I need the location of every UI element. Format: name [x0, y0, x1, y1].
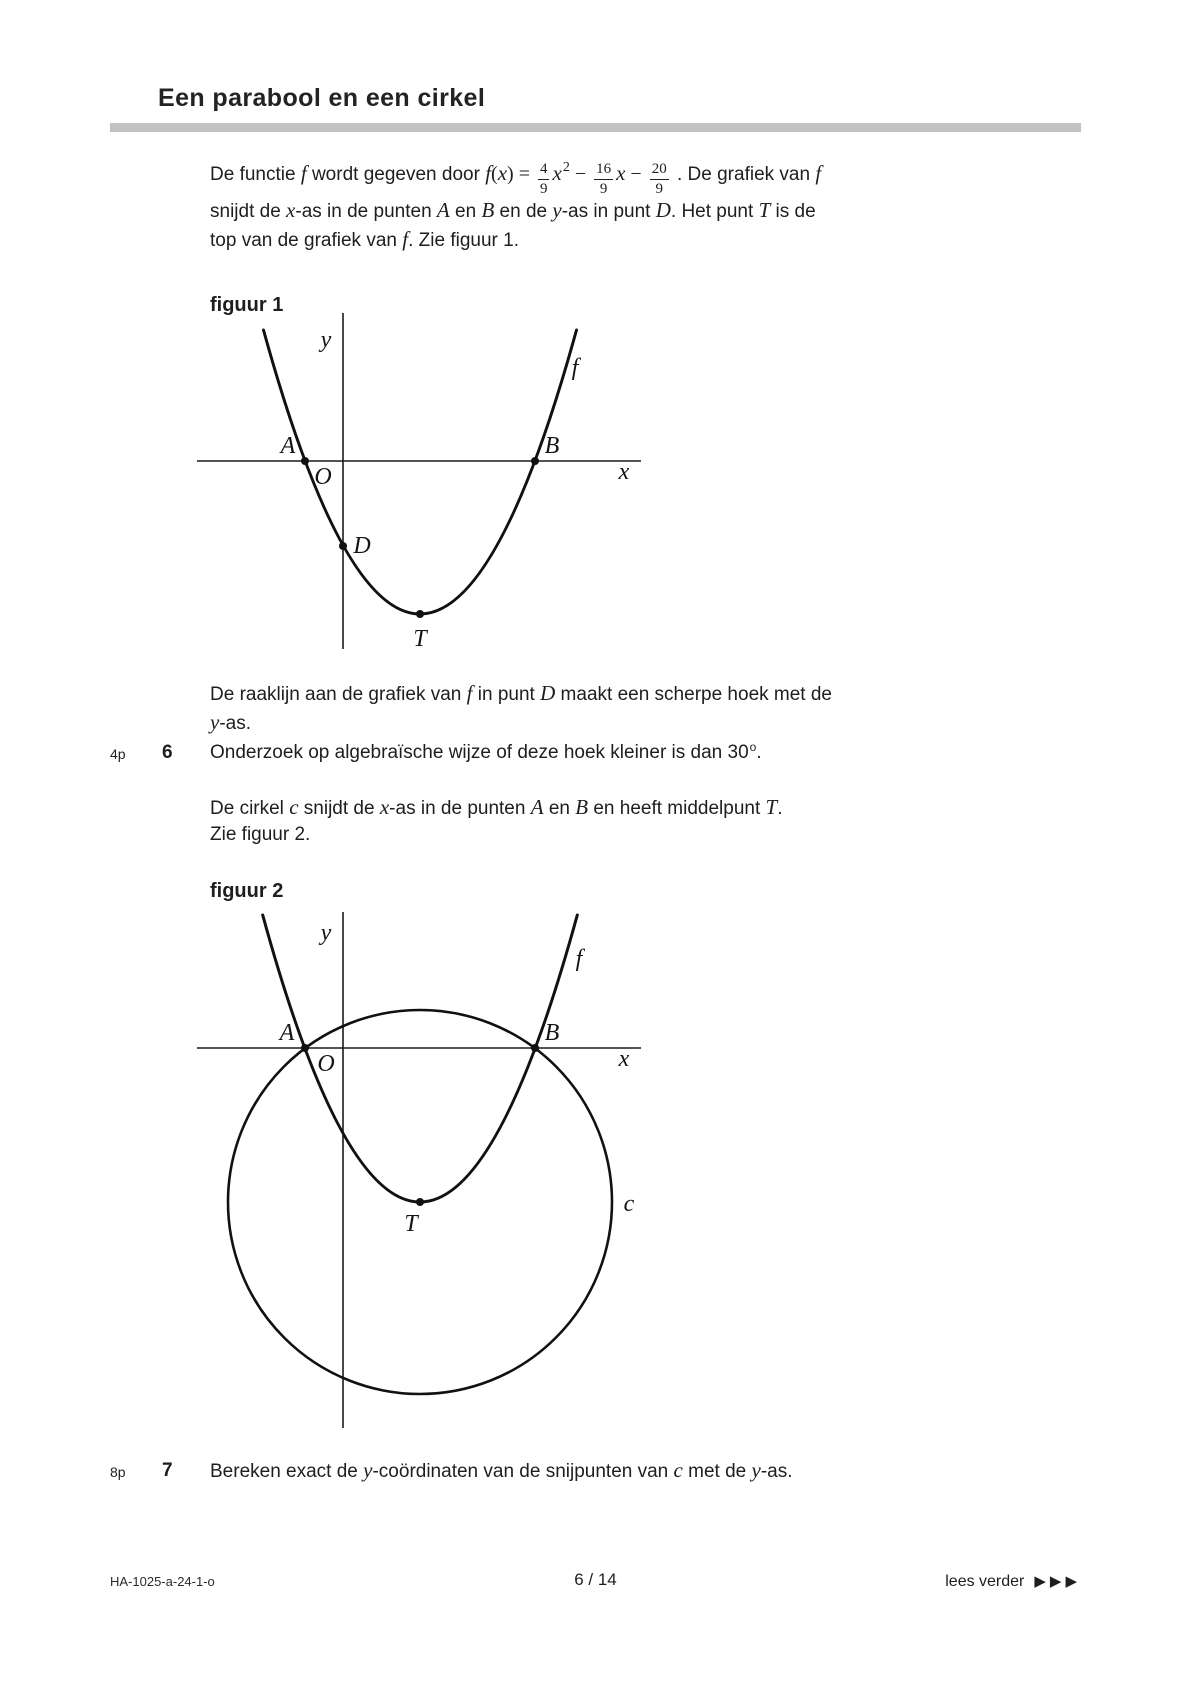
fig1-point-t-marker — [416, 610, 424, 618]
fig2-point-t-marker — [416, 1198, 424, 1206]
continue-indicator — [945, 1572, 1081, 1591]
fig1-d-label: D — [353, 533, 371, 559]
page-indicator: 6 / 14 — [574, 1570, 617, 1589]
fig1-a-label: A — [280, 433, 296, 459]
fig2-f-label: f — [575, 946, 583, 972]
question-6-points: 4p — [110, 746, 126, 762]
question-7-number: 7 — [162, 1460, 173, 1481]
question-7-points: 8p — [110, 1464, 126, 1480]
raaklijn-line-1: De raaklijn aan de grafiek van f in punt D maakt een scherpe hoek met de — [210, 681, 832, 705]
figure-1-graph — [190, 300, 650, 660]
continue-arrows-icon: ▶▶▶ — [1034, 1573, 1081, 1590]
cirkel-line-2: Zie figuur 2. — [210, 824, 311, 845]
fig1-point-a-marker — [301, 457, 309, 465]
fig1-f-label: f — [571, 355, 579, 381]
fig1-point-b-marker — [531, 457, 539, 465]
figure-1-title: figuur 1 — [210, 294, 284, 316]
fig2-point-a-marker — [301, 1044, 309, 1052]
intro-line-3: top van de grafiek van f. Zie figuur 1. — [210, 227, 519, 251]
figure-2-title: figuur 2 — [210, 880, 284, 902]
fig2-a-label: A — [279, 1020, 295, 1046]
fig1-b-label: B — [544, 433, 560, 459]
fig1-x-axis-label: x — [618, 459, 630, 485]
fig2-t-label: T — [404, 1211, 418, 1237]
fig2-y-axis-label: y — [320, 920, 332, 946]
raaklijn-line-2: y-as. — [210, 710, 252, 734]
document-code: HA-1025-a-24-1-o — [110, 1574, 215, 1589]
figure-2-graph — [190, 878, 650, 1440]
intro-line-1: De functie f wordt gegeven door f(x) = $\frac{4}{9}$ $x^2$ − $\frac{16}{9}$ x − $\frac{20}{9}$ . De grafiek van f — [210, 160, 822, 197]
fig1-origin-label: O — [314, 464, 332, 490]
title-divider — [110, 123, 1081, 132]
fig2-x-axis-label: x — [618, 1046, 630, 1072]
fig2-c-label: c — [623, 1191, 635, 1217]
fig2-b-label: B — [544, 1020, 560, 1046]
fig2-parabola-f — [263, 915, 578, 1202]
cirkel-line-1: De cirkel c snijdt de x-as in de punten A en B en heeft middelpunt T. — [210, 795, 783, 819]
page-title: Een parabool en een cirkel — [158, 84, 486, 112]
question-6-text: Onderzoek op algebraïsche wijze of deze hoek kleiner is dan 30$^o$. — [210, 740, 762, 763]
fig1-point-d-marker — [339, 542, 347, 550]
question-7-text: Bereken exact de y-coördinaten van de snijpunten van c met de y-as. — [210, 1458, 793, 1482]
fig1-parabola-f — [264, 330, 577, 614]
fig2-point-b-marker — [531, 1044, 539, 1052]
intro-line-2: snijdt de x-as in de punten A en B en de y-as in punt D. Het punt T is de — [210, 198, 816, 222]
fig2-origin-label: O — [317, 1051, 335, 1077]
question-6-number: 6 — [162, 742, 173, 763]
fig1-t-label: T — [413, 626, 427, 652]
continue-label: lees verder — [945, 1573, 1025, 1590]
fig1-y-axis-label: y — [320, 327, 332, 353]
